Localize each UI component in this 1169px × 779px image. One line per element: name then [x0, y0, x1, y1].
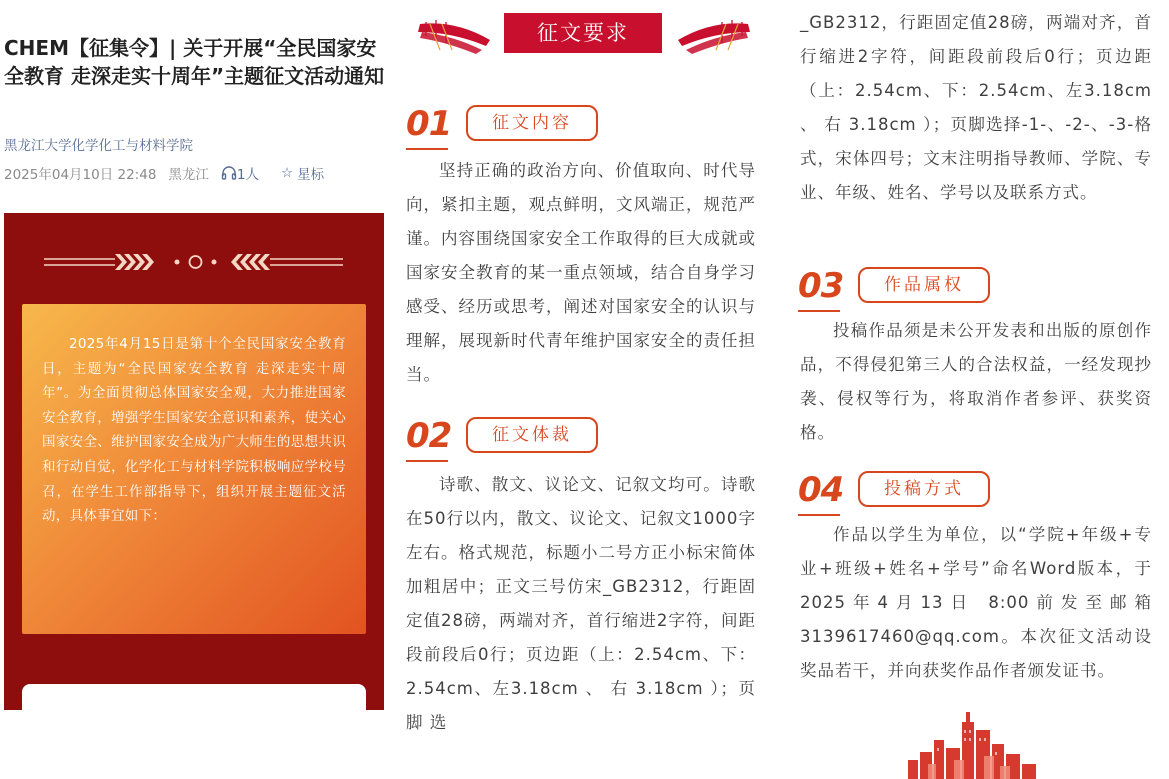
section-title-pill: 作品属权 [858, 267, 990, 303]
intro-text: 2025年4月15日是第十个全民国家安全教育日，主题为“全民国家安全教育 走深走实十周年”。为全面贯彻总体国家安全观，大力推进国家安全教育，增强学生国家安全意识和素养，使关心国家安全、维护国家安全成为广大师生的思想共识和行动自觉，化学化工与材料学院积极响应学校号召，在学生工作部指导下，组织开展主题征文活动，具体事宜如下： [42, 336, 346, 525]
star-label: 星标 [297, 167, 325, 183]
red-fan-decoration-icon [676, 10, 752, 60]
section-number: 02 [406, 416, 452, 456]
red-fan-decoration-icon [416, 10, 492, 60]
section-underline [798, 514, 840, 516]
star-button[interactable] [281, 163, 328, 183]
requirements-column-2 [786, 0, 1169, 779]
article-title: CHEM【征集令】| 关于开展“全民国家安全教育 走深走实十周年”主题征文活动通知 [4, 36, 385, 88]
section-underline [406, 460, 448, 462]
section-underline [406, 148, 448, 150]
section-title-pill: 征文内容 [466, 105, 598, 141]
article-header-column [0, 0, 392, 779]
headphones-icon [221, 166, 237, 180]
section-title-pill: 征文体裁 [466, 417, 598, 453]
section-number: 01 [406, 104, 452, 144]
section-text-02: 诗歌、散文、议论文、记叙文均可。诗歌在50行以内，散文、议论文、记叙文1000字左右。格式规范，标题小二号方正小标宋简体加粗居中；正文三号仿宋_GB2312，行距固定值28磅，两端对齐，首行缩进2字符，间距段前段后0行；页边距（上：2.54cm、下：2.54cm、左3.18cm 、 右 3.18cm ）；页 脚 选 [406, 475, 756, 732]
section-number: 03 [798, 266, 844, 306]
section-underline [798, 310, 840, 312]
section-header-04 [798, 470, 1018, 512]
star-outline-icon: ☆ [281, 165, 294, 181]
section-header-03 [798, 266, 1018, 308]
article-meta [4, 163, 332, 183]
section-text-02-continued: _GB2312，行距固定值28磅，两端对齐，首行缩进2字符，间距段前段后0行；页边距（上：2.54cm、下：2.54cm、左3.18cm 、 右 3.18cm ）；页脚选择-1-、-2-、-3-格式，宋体四号；文末注明指导教师、学院、专业、年级、姓名、学号以及联系方式。 [800, 13, 1152, 202]
listen-button[interactable] [221, 163, 263, 183]
listen-count: 1人 [236, 167, 260, 183]
intro-box [22, 304, 366, 634]
requirements-banner: 征文要求 [504, 13, 662, 53]
section-text-04: 作品以学生为单位，以“学院+年级+专业+班级+姓名+学号”命名Word版本，于 2025年4月13日 8:00前发至邮箱3139617460@qq.com。本次征文活动设奖品若干，并向获奖作品作者颁发证书。 [800, 525, 1152, 680]
city-skyline-icon [904, 708, 1044, 779]
publish-location: 黑龙江 [168, 167, 209, 183]
requirements-column-1 [392, 0, 776, 779]
account-name-link[interactable]: 黑龙江大学化学化工与材料学院 [4, 138, 193, 154]
section-header-02 [406, 416, 626, 458]
chevron-ornament-icon [0, 242, 392, 282]
section-header-01 [406, 104, 626, 146]
section-text-01: 坚持正确的政治方向、价值取向、时代导向，紧扣主题，观点鲜明，文风端正，规范严谨。内容围绕国家安全工作取得的巨大成就或国家安全教育的某一重点领域，结合自身学习感受、经历或思考，阐述对国家安全的认识与理解，展现新时代青年维护国家安全的责任担当。 [406, 161, 756, 384]
white-card [22, 684, 366, 724]
section-title-pill: 投稿方式 [858, 471, 990, 507]
section-number: 04 [798, 470, 844, 510]
section-text-03: 投稿作品须是未公开发表和出版的原创作品，不得侵犯第三人的合法权益，一经发现抄袭、侵权等行为，将取消作者参评、获奖资格。 [800, 321, 1152, 442]
publish-date: 2025年04月10日 22:48 [4, 167, 157, 183]
